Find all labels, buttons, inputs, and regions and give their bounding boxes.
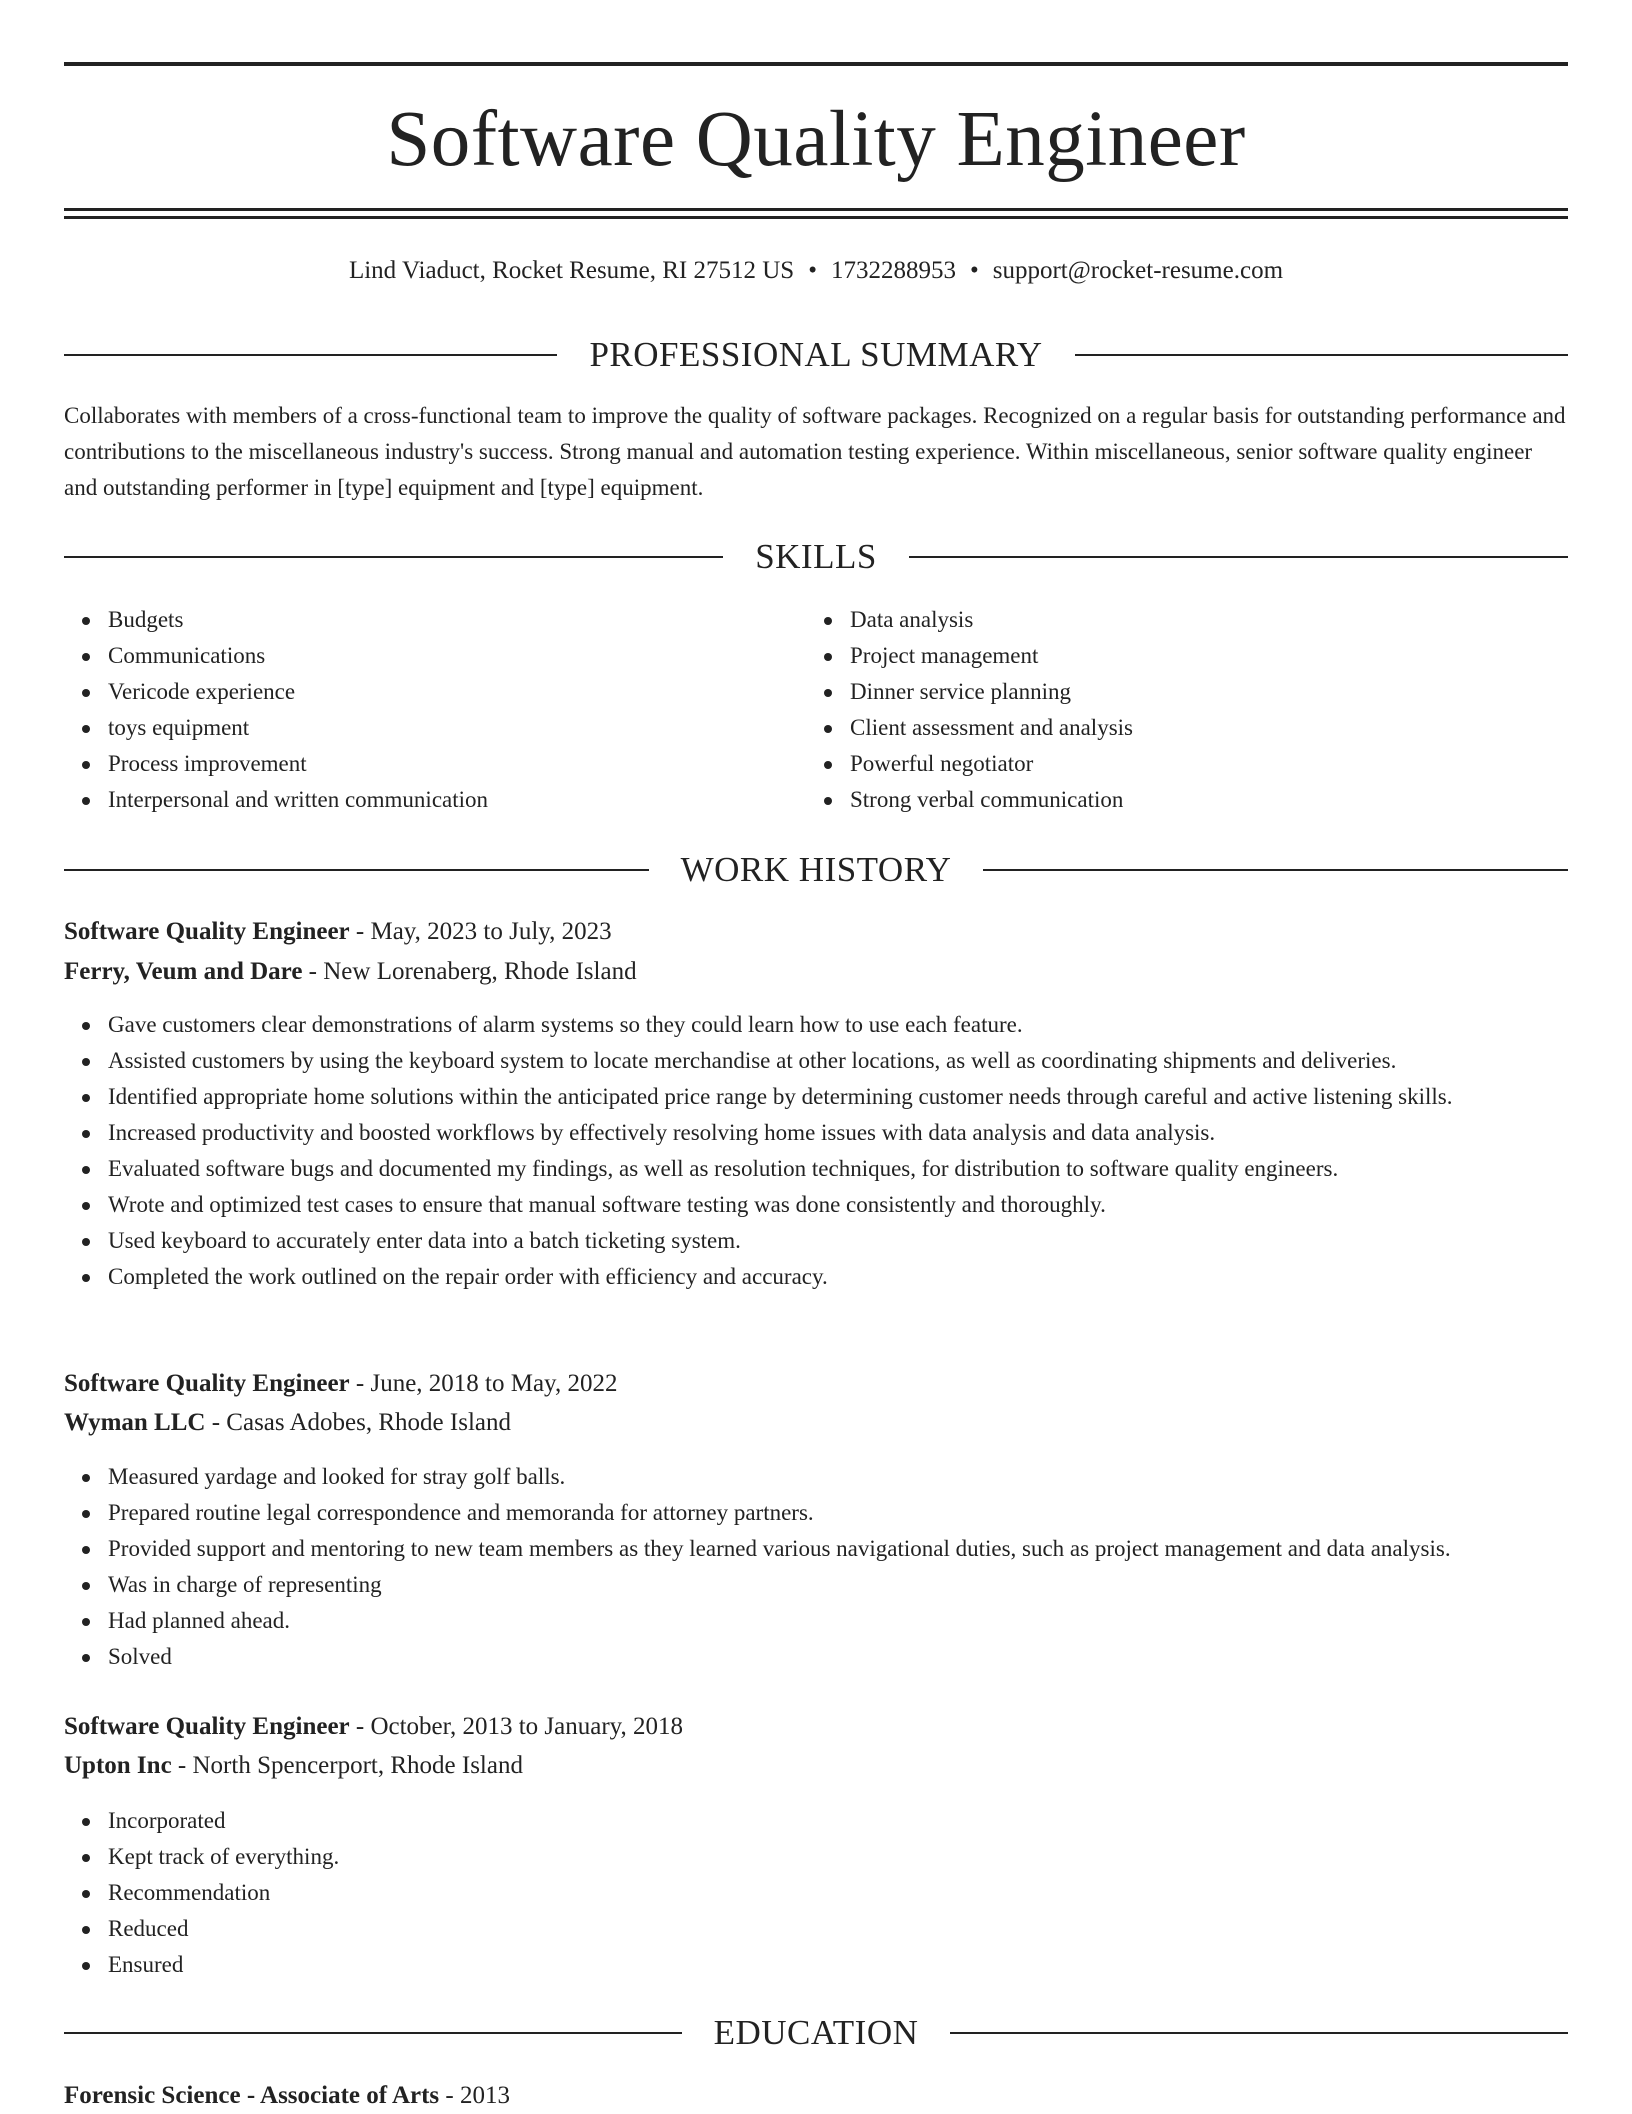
section-heading-summary [64,333,1568,377]
section-heading-work-history [64,848,1568,892]
contact-separator: • [808,257,817,284]
contact-phone: 1732288953 [830,257,956,284]
skill-item: Strong verbal communication [850,782,1610,818]
heading-rule-right [909,556,1568,558]
job-bullet: Measured yardage and looked for stray golf balls. [108,1459,1612,1495]
skill-item: toys equipment [108,710,828,746]
skills-list-left [64,602,828,818]
job-title-line [64,914,1568,950]
job-title: Software Quality Engineer [64,918,350,945]
job-title: Software Quality Engineer [64,1713,350,1740]
job-dates: - June, 2018 to May, 2022 [349,1370,618,1397]
job-bullets [64,1007,1612,1295]
job-title-line [64,1709,1568,1745]
job-bullet: Provided support and mentoring to new team members as they learned various navigational duties, such as project management and data analysis. [108,1531,1612,1567]
education-line [64,2078,1568,2114]
skills-list-right [806,602,1610,818]
job-company: Wyman LLC [64,1409,206,1436]
contact-email: support@rocket-resume.com [992,257,1284,284]
skill-item: Communications [108,638,828,674]
job-bullet: Recommendation [108,1875,1612,1911]
job-bullet: Incorporated [108,1803,1612,1839]
job-location: - Casas Adobes, Rhode Island [205,1409,511,1436]
section-heading-label: WORK HISTORY [680,850,952,889]
job-bullet: Prepared routine legal correspondence and memoranda for attorney partners. [108,1495,1612,1531]
skill-item: Client assessment and analysis [850,710,1610,746]
education-year: - 2013 [439,2082,510,2109]
job-bullet: Gave customers clear demonstrations of alarm systems so they could learn how to use each feature. [108,1007,1612,1043]
job-bullet: Identified appropriate home solutions within the anticipated price range by determining customer needs through careful and active listening skills. [108,1079,1612,1115]
job-dates: - October, 2013 to January, 2018 [349,1713,684,1740]
job-bullet: Had planned ahead. [108,1603,1612,1639]
skill-item: Data analysis [850,602,1610,638]
heading-rule-left [64,2032,682,2034]
header-top-rule [64,62,1568,66]
job-company-line [64,1748,1568,1784]
skill-item: Interpersonal and written communication [108,782,828,818]
contact-separator: • [969,257,979,284]
skill-item: Dinner service planning [850,674,1610,710]
job-company-line [64,1405,1568,1441]
job-bullet: Increased productivity and boosted workflows by effectively resolving home issues with data analysis and data analysis. [108,1115,1612,1151]
header-double-rule-upper [64,208,1568,211]
section-heading-label: EDUCATION [713,2013,919,2052]
section-heading-education [64,2011,1568,2055]
heading-rule-right [1075,354,1568,356]
section-heading-label: SKILLS [755,537,877,576]
job-bullet: Evaluated software bugs and documented my findings, as well as resolution techniques, for distribution to software quality engineers. [108,1151,1612,1187]
heading-rule-right [983,869,1568,871]
heading-rule-left [64,354,557,356]
heading-rule-right [950,2032,1568,2034]
job-bullet: Solved [108,1639,1612,1675]
resume-title: Software Quality Engineer [386,96,1246,183]
contact-line [64,254,1568,288]
job-title-line [64,1366,1568,1402]
job-company-line [64,954,1568,990]
skill-item: Vericode experience [108,674,828,710]
job-title: Software Quality Engineer [64,1370,350,1397]
section-heading-label: PROFESSIONAL SUMMARY [589,335,1043,374]
header-double-rule-lower [64,216,1568,219]
heading-rule-left [64,869,649,871]
heading-rule-left [64,556,723,558]
education-degree: Forensic Science - Associate of Arts [64,2082,440,2109]
job-bullet: Kept track of everything. [108,1839,1612,1875]
skill-item: Project management [850,638,1610,674]
contact-address: Lind Viaduct, Rocket Resume, RI 27512 US [348,257,795,284]
skill-item: Powerful negotiator [850,746,1610,782]
job-bullets [64,1803,1612,1983]
job-bullets [64,1459,1612,1675]
skill-item: Process improvement [108,746,828,782]
job-bullet: Used keyboard to accurately enter data into a batch ticketing system. [108,1223,1612,1259]
job-bullet: Was in charge of representing [108,1567,1612,1603]
job-bullet: Ensured [108,1947,1612,1983]
job-bullet: Assisted customers by using the keyboard system to locate merchandise at other locations, as well as coordinating shipments and deliveries. [108,1043,1612,1079]
job-bullet: Wrote and optimized test cases to ensure that manual software testing was done consistently and thoroughly. [108,1187,1612,1223]
section-heading-skills [64,535,1568,579]
job-location: - New Lorenaberg, Rhode Island [302,958,637,985]
job-company: Ferry, Veum and Dare [64,958,303,985]
summary-text: Collaborates with members of a cross-functional team to improve the quality of software packages. Recognized on a regular basis for outstanding performance and contributions to the miscellaneous industry's success. Strong manual and automation testing experience. Within miscellaneous, senior software quality engineer and outstanding performer in [type] equipment and [type] equipment. [64,403,1566,500]
job-bullet: Completed the work outlined on the repair order with efficiency and accuracy. [108,1259,1612,1295]
job-bullet: Reduced [108,1911,1612,1947]
skill-item: Budgets [108,602,828,638]
job-dates: - May, 2023 to July, 2023 [349,918,612,945]
job-company: Upton Inc [64,1752,172,1779]
job-location: - North Spencerport, Rhode Island [171,1752,523,1779]
